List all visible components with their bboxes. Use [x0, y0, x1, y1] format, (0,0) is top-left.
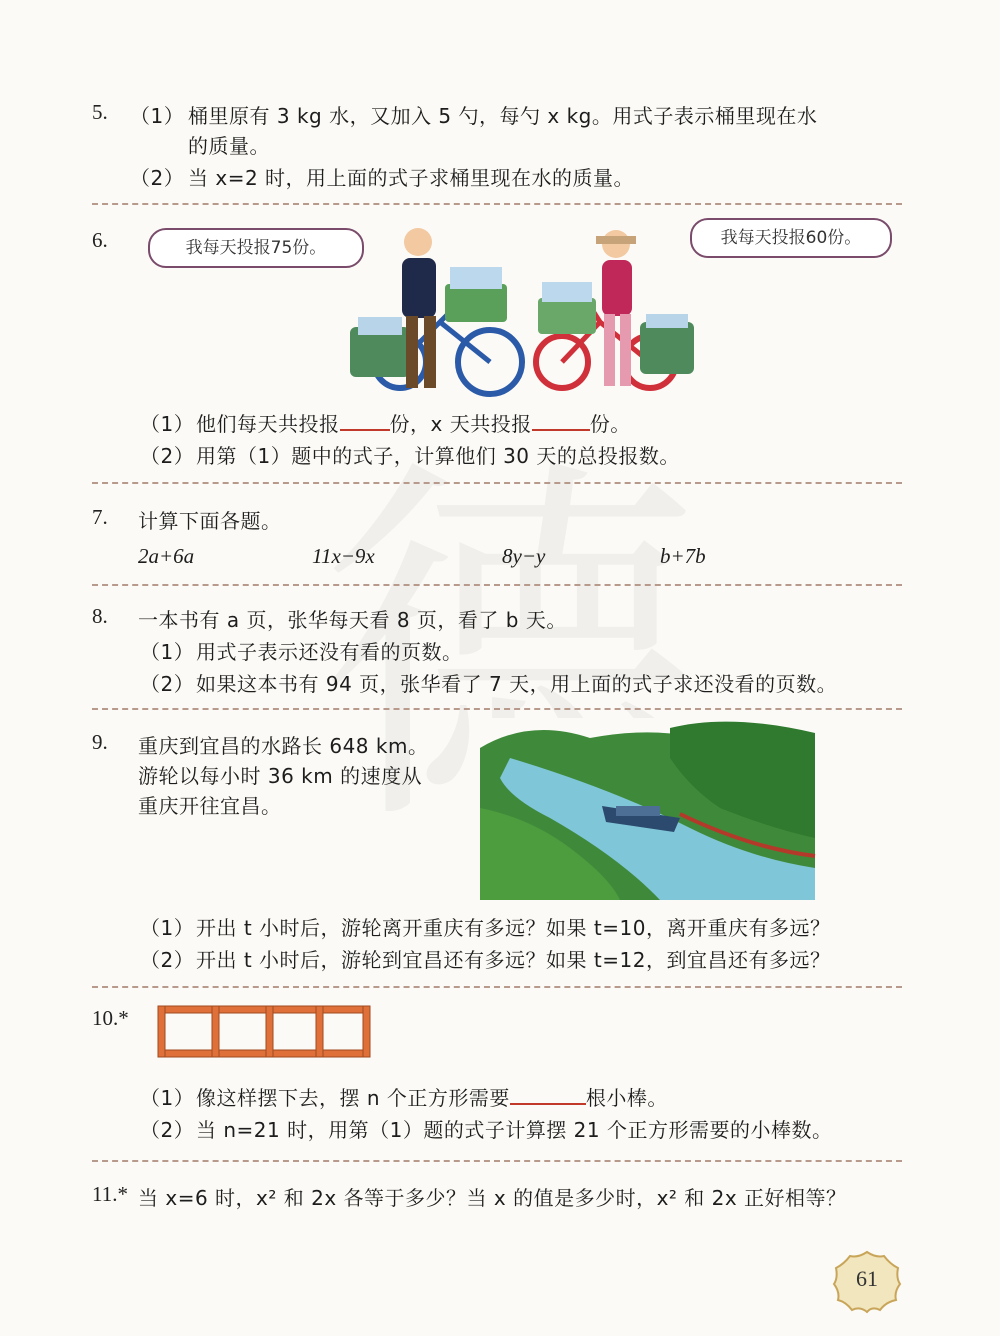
- q10-part2-label: （2）: [140, 1118, 195, 1142]
- question-10-number: 10.*: [92, 1006, 129, 1030]
- answer-blank-stick-count[interactable]: [510, 1085, 586, 1105]
- speech-bubble-right: 我每天投报60份。: [690, 218, 892, 258]
- q6-part1-text-b: 份，x 天共投报: [389, 412, 532, 436]
- q7-instruction: 计算下面各题。: [138, 509, 282, 533]
- q8-part2-label: （2）: [140, 672, 195, 696]
- q10-part1-line: [196, 1082, 668, 1111]
- question-7-number: 7.: [92, 505, 108, 529]
- q5-part1-label: （1）: [130, 104, 185, 128]
- answer-blank-daily-total[interactable]: [340, 411, 390, 431]
- q5-part1-line2: 的质量。: [188, 134, 270, 158]
- separator: [92, 1160, 902, 1162]
- question-5-number: 5.: [92, 100, 108, 124]
- q10-part1-text-b: 根小棒。: [585, 1086, 668, 1110]
- girl-bicycle-icon: [536, 230, 694, 388]
- q5-part2-text: 当 x=2 时，用上面的式子求桶里现在水的质量。: [188, 166, 635, 190]
- q6-part2-label: （2）: [140, 444, 195, 468]
- q9-line1: 重庆到宜昌的水路长 648 km。: [138, 734, 429, 758]
- q10-part1-label: （1）: [140, 1086, 195, 1110]
- q8-part2-text: 如果这本书有 94 页，张华看了 7 天，用上面的式子求还没看的页数。: [196, 672, 838, 696]
- separator: [92, 986, 902, 988]
- newspaper-cyclists-illustration: [340, 222, 700, 402]
- separator: [92, 203, 902, 205]
- question-9-number: 9.: [92, 730, 108, 754]
- q9-line3: 重庆开往宜昌。: [138, 794, 282, 818]
- boy-bicycle-icon: [350, 228, 522, 394]
- q11-text: 当 x=6 时，x² 和 2x 各等于多少？当 x 的值是多少时，x² 和 2x 正好相等？: [138, 1186, 847, 1210]
- q9-part2-text: 开出 t 小时后，游轮到宜昌还有多远？如果 t=12，到宜昌还有多远？: [196, 948, 831, 972]
- q9-part1-label: （1）: [140, 916, 195, 940]
- q6-part1-text-c: 份。: [589, 412, 631, 436]
- separator: [92, 708, 902, 710]
- q6-part1-label: （1）: [140, 412, 195, 436]
- q7-expression-1: 2a+6a: [138, 544, 195, 568]
- q7-expression-4: b+7b: [660, 544, 706, 568]
- q5-part2-label: （2）: [130, 166, 185, 190]
- q8-text: 一本书有 a 页，张华每天看 8 页，看了 b 天。: [138, 608, 567, 632]
- separator: [92, 482, 902, 484]
- q6-part1-text-a: 他们每天共投报: [196, 412, 340, 436]
- q9-part1-text: 开出 t 小时后，游轮离开重庆有多远？如果 t=10，离开重庆有多远？: [196, 916, 831, 940]
- river-boat-illustration: [470, 718, 820, 900]
- q8-part1-text: 用式子表示还没有看的页数。: [196, 640, 463, 664]
- page-number: 61: [856, 1266, 878, 1291]
- separator: [92, 584, 902, 586]
- q7-expression-3: 8y−y: [502, 544, 546, 568]
- q9-line2: 游轮以每小时 36 km 的速度从: [138, 764, 423, 788]
- q7-expression-2: 11x−9x: [312, 544, 375, 568]
- q5-part1-line1: 桶里原有 3 kg 水，又加入 5 勺，每勺 x kg。用式子表示桶里现在水: [188, 104, 818, 128]
- q6-part2-text: 用第（1）题中的式子，计算他们 30 天的总投报数。: [196, 444, 680, 468]
- matchstick-squares-diagram: [156, 1004, 376, 1060]
- question-11-number: 11.*: [92, 1182, 128, 1206]
- q10-part1-text-a: 像这样摆下去，摆 n 个正方形需要: [196, 1086, 510, 1110]
- speech-bubble-left: 我每天投报75份。: [148, 228, 364, 268]
- q9-part2-label: （2）: [140, 948, 195, 972]
- q6-part1-line: [196, 408, 631, 437]
- question-8-number: 8.: [92, 604, 108, 628]
- question-6-number: 6.: [92, 228, 108, 252]
- q10-part2-text: 当 n=21 时，用第（1）题的式子计算摆 21 个正方形需要的小棒数。: [196, 1118, 833, 1142]
- q8-part1-label: （1）: [140, 640, 195, 664]
- answer-blank-x-days-total[interactable]: [532, 411, 590, 431]
